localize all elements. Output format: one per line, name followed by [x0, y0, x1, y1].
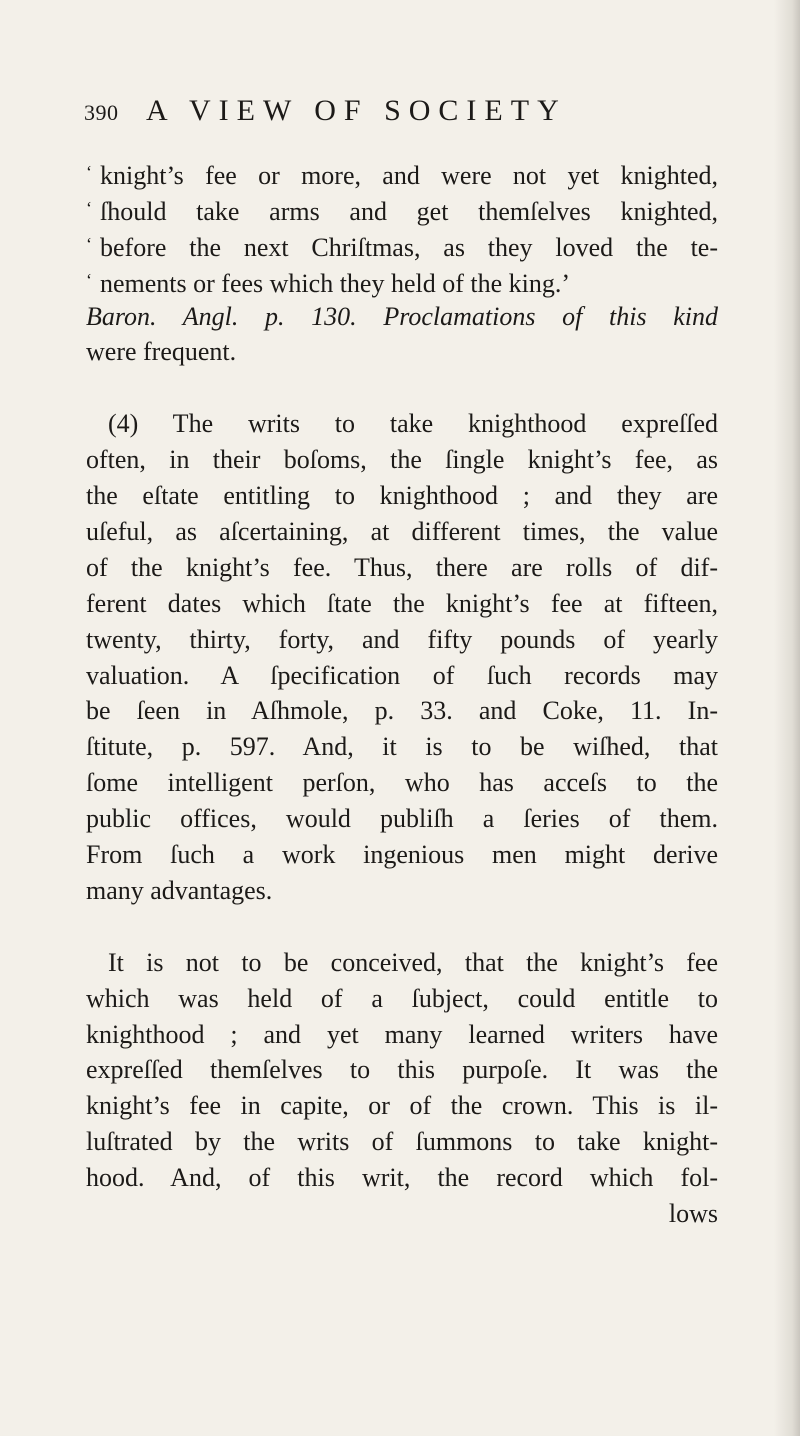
quote-mark: ‘: [86, 269, 92, 290]
text-line: It is not to be conceived, that the knight’s fee: [108, 947, 718, 977]
text-line: knight’s fee in capite, or of the crown. This is il-: [86, 1091, 718, 1121]
text-line: hood. And, of this writ, the record which fol-: [86, 1163, 718, 1193]
text-line: expreſſed themſelves to this purpoſe. It was the: [86, 1055, 718, 1085]
text-line: ‘ knight’s fee or more, and were not yet knighted,: [86, 155, 718, 191]
text-line: ‘ before the next Chriſtmas, as they loved the te-: [86, 227, 718, 263]
running-head: A VIEW OF SOCIETY: [146, 94, 567, 127]
quote-mark: ‘: [86, 233, 92, 254]
paragraph-gap: [108, 370, 718, 406]
text-line: (4) The writs to take knighthood expreſſed: [108, 409, 718, 439]
text-line: public offices, would publiſh a ſeries of them.: [86, 804, 718, 834]
paragraph-gap: [108, 909, 718, 945]
text-line: From ſuch a work ingenious men might derive: [86, 840, 718, 870]
text-line: knighthood ; and yet many learned writers have: [86, 1019, 718, 1049]
quote-mark: ‘: [86, 197, 92, 218]
text-line: luſtrated by the writs of ſummons to take knight-: [86, 1127, 718, 1157]
text-line: often, in their boſoms, the ſingle knight’s fee, as: [86, 445, 718, 475]
quote-mark: ‘: [86, 162, 92, 182]
text-line: ferent dates which ſtate the knight’s fee at fifteen,: [86, 588, 718, 618]
text-line: ‘ nements or fees which they held of the king.’: [86, 263, 718, 299]
text-line: twenty, thirty, forty, and fifty pounds of yearly: [86, 624, 718, 654]
body-text: [86, 155, 718, 1232]
page-number: 390: [84, 100, 119, 125]
catchword: lows: [668, 1199, 718, 1229]
text-line: ſome intelligent perſon, who has acceſs to the: [86, 768, 718, 798]
text-line: of the knight’s fee. Thus, there are rolls of dif-: [86, 552, 718, 582]
text-line: Baron. Angl. p. 130. Proclamations of this kind: [86, 301, 718, 331]
text-line: were frequent.: [86, 337, 237, 367]
text-line: valuation. A ſpecification of ſuch records may: [86, 660, 718, 690]
page-edge-shadow: [774, 0, 800, 1436]
text-line: ‘ ſhould take arms and get themſelves knighted,: [86, 191, 718, 227]
text-line: ſtitute, p. 597. And, it is to be wiſhed, that: [86, 732, 718, 762]
text-line: the eſtate entitling to knighthood ; and they are: [86, 481, 718, 511]
text-line: which was held of a ſubject, could entitle to: [86, 983, 718, 1013]
text-line: uſeful, as aſcertaining, at different times, the value: [86, 517, 718, 547]
text-line: many advantages.: [86, 875, 273, 905]
page-header: [84, 94, 724, 138]
text-line: be ſeen in Aſhmole, p. 33. and Coke, 11. In-: [86, 696, 718, 726]
